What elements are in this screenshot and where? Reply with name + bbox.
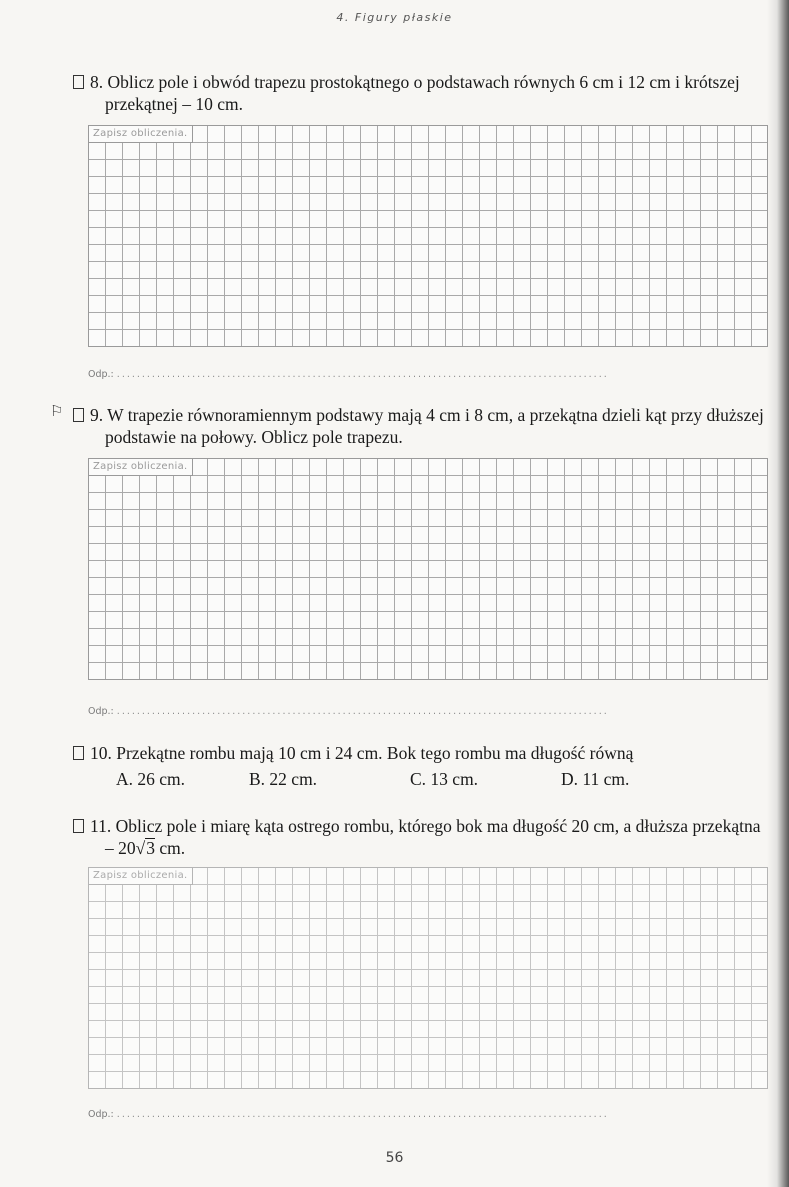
task-9-text-line2: podstawie na połowy. Oblicz pole trapezu. [105, 427, 403, 447]
grid-label: Zapisz obliczenia. [89, 126, 193, 143]
task-8 [73, 71, 740, 115]
chapter-header: 4. Figury płaskie [336, 11, 453, 24]
task-11-answer-line[interactable] [88, 1109, 760, 1120]
hint-flag-icon: ⚐ [50, 402, 64, 420]
page-number: 56 [385, 1150, 404, 1166]
sqrt-radicand: 3 [146, 838, 155, 858]
option-a[interactable]: A. 26 cm. [116, 769, 186, 789]
task-10-text-line1: 10. Przekątne rombu mają 10 cm i 24 cm. Bok tego rombu ma długość równą [90, 743, 634, 763]
option-d[interactable]: D. 11 cm. [561, 769, 630, 789]
task-11-checkbox[interactable] [73, 819, 84, 833]
task-8-text-line2: przekątnej – 10 cm. [105, 94, 244, 114]
task-8-work-grid[interactable] [88, 125, 768, 347]
task-11-text-line2 [73, 837, 760, 859]
grid-label: Zapisz obliczenia. [89, 868, 193, 885]
answer-dots: .................................................................................................. [116, 369, 609, 380]
option-c[interactable]: C. 13 cm. [410, 769, 479, 789]
grid-label: Zapisz obliczenia. [89, 459, 193, 476]
task-9-work-grid[interactable] [88, 458, 768, 680]
task-9-text-line1: 9. W trapezie równoramiennym podstawy mają 4 cm i 8 cm, a przekątna dzieli kąt przy dłuższej [90, 405, 764, 425]
sqrt-symbol: √ [135, 838, 146, 858]
answer-dots: .................................................................................................. [116, 1109, 609, 1120]
task-11 [73, 815, 760, 859]
page-edge-shadow [767, 0, 789, 1187]
answer-label: Odp.: [88, 369, 114, 380]
task-9-checkbox[interactable] [73, 408, 84, 422]
task-9 [73, 404, 764, 448]
task-11-work-grid[interactable] [88, 867, 768, 1089]
answer-label: Odp.: [88, 1109, 114, 1120]
task-11-line2-prefix: – 20 [105, 838, 136, 858]
task-10 [73, 742, 633, 764]
task-8-answer-line[interactable] [88, 369, 760, 380]
task-9-answer-line[interactable] [88, 706, 760, 717]
answer-dots: .................................................................................................. [116, 706, 609, 717]
task-8-checkbox[interactable] [73, 75, 84, 89]
task-11-text-line1: 11. Oblicz pole i miarę kąta ostrego rombu, którego bok ma długość 20 cm, a dłuższa przekątna [90, 816, 761, 836]
task-8-text-line1: 8. Oblicz pole i obwód trapezu prostokątnego o podstawach równych 6 cm i 12 cm i krótszej [90, 72, 740, 92]
task-11-line2-suffix: cm. [154, 838, 186, 858]
task-10-checkbox[interactable] [73, 746, 84, 760]
option-b[interactable]: B. 22 cm. [249, 769, 318, 789]
answer-label: Odp.: [88, 706, 114, 717]
